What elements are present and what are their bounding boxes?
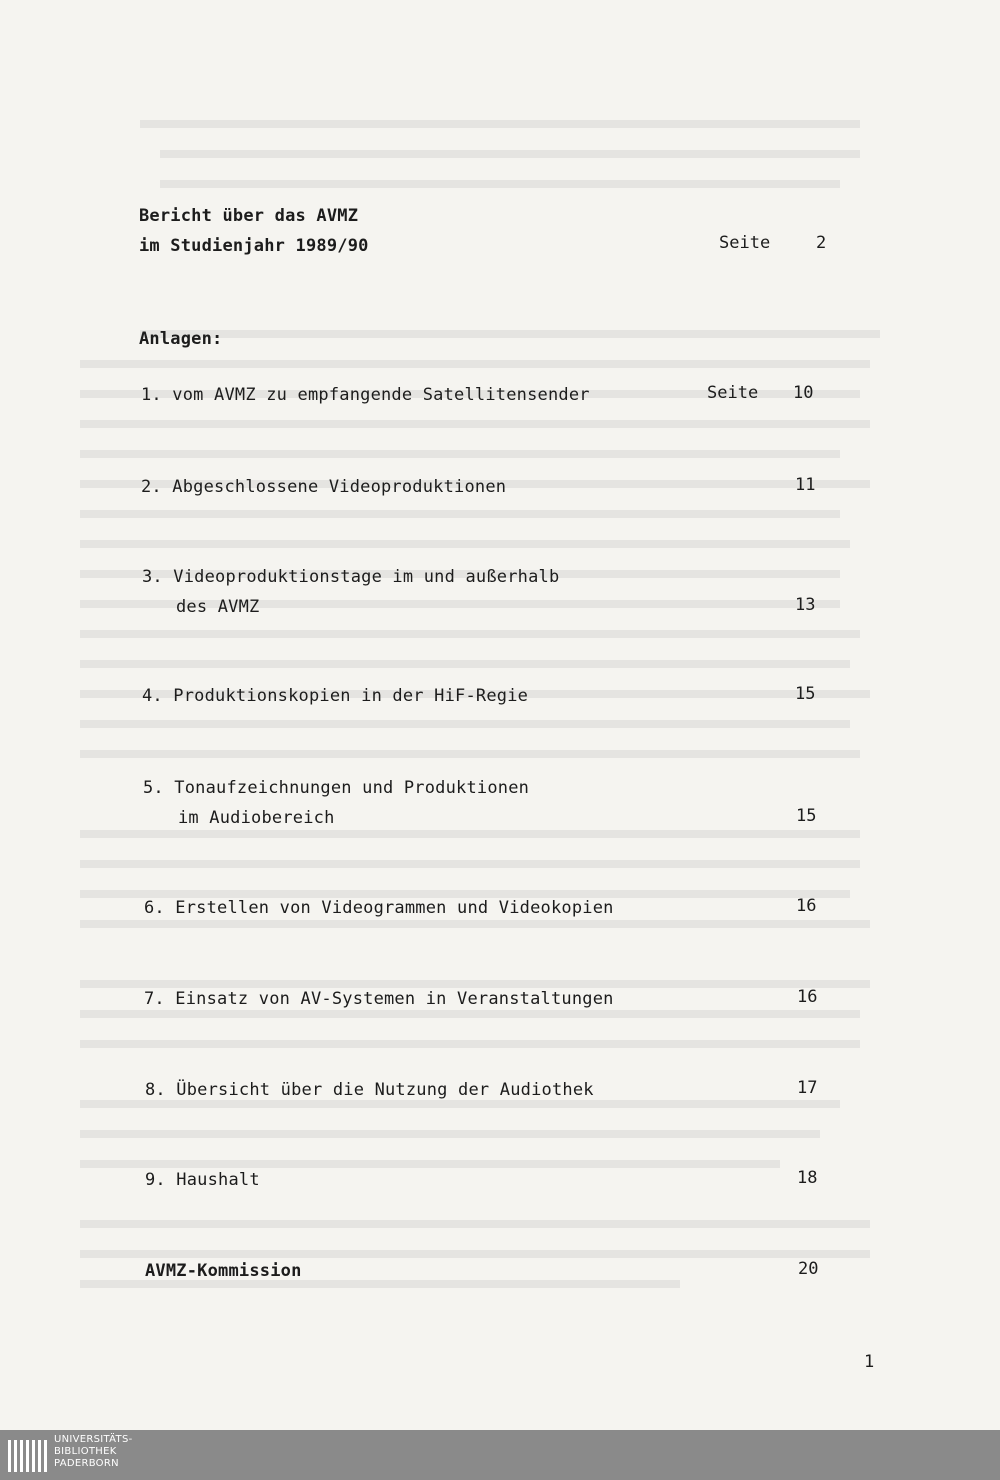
- toc-item-4: 4. Produktionskopien in der HiF-Regie: [142, 686, 529, 706]
- library-name-line3: PADERBORN: [54, 1458, 119, 1469]
- header-page-number: 2: [816, 233, 827, 253]
- toc-item-2-page: 11: [795, 475, 816, 495]
- toc-item-8-page: 17: [797, 1078, 818, 1098]
- toc-item-8: 8. Übersicht über die Nutzung der Audiothek: [145, 1080, 594, 1100]
- library-footer-bar: [0, 1430, 1000, 1480]
- toc-item-3: 3. Videoproduktionstage im und außerhalb: [142, 567, 560, 587]
- report-title-line1: Bericht über das AVMZ: [139, 206, 359, 226]
- page-number: 1: [864, 1352, 875, 1372]
- toc-item-4-page: 15: [795, 684, 816, 704]
- anlagen-heading: Anlagen:: [139, 329, 223, 349]
- library-name-line2: BIBLIOTHEK: [54, 1446, 117, 1457]
- toc-item-7: 7. Einsatz von AV-Systemen in Veranstaltungen: [144, 989, 614, 1009]
- library-name: [54, 1434, 133, 1470]
- toc-item-6-page: 16: [796, 896, 817, 916]
- show-through-text: [80, 100, 920, 1330]
- toc-item-3-page: 13: [795, 595, 816, 615]
- toc-item-1-page-label: Seite: [707, 383, 759, 403]
- header-page-label: Seite: [719, 233, 771, 253]
- toc-item-7-page: 16: [797, 987, 818, 1007]
- toc-item-1: 1. vom AVMZ zu empfangende Satellitensender: [141, 385, 590, 405]
- toc-item-9: 9. Haushalt: [145, 1170, 260, 1190]
- commission-entry: AVMZ-Kommission: [145, 1261, 302, 1281]
- commission-page: 20: [798, 1259, 819, 1279]
- toc-item-5-page: 15: [796, 806, 817, 826]
- toc-item-9-page: 18: [797, 1168, 818, 1188]
- toc-item-3-continued: des AVMZ: [176, 597, 260, 617]
- toc-item-6: 6. Erstellen von Videogrammen und Videokopien: [144, 898, 614, 918]
- toc-item-5-continued: im Audiobereich: [178, 808, 335, 828]
- report-title-line2: im Studienjahr 1989/90: [139, 236, 369, 256]
- toc-item-1-page: 10: [793, 383, 814, 403]
- toc-item-2: 2. Abgeschlossene Videoproduktionen: [141, 477, 507, 497]
- toc-item-5: 5. Tonaufzeichnungen und Produktionen: [143, 778, 530, 798]
- library-logo-icon: [6, 1436, 48, 1476]
- library-name-line1: UNIVERSITÄTS-: [54, 1434, 133, 1445]
